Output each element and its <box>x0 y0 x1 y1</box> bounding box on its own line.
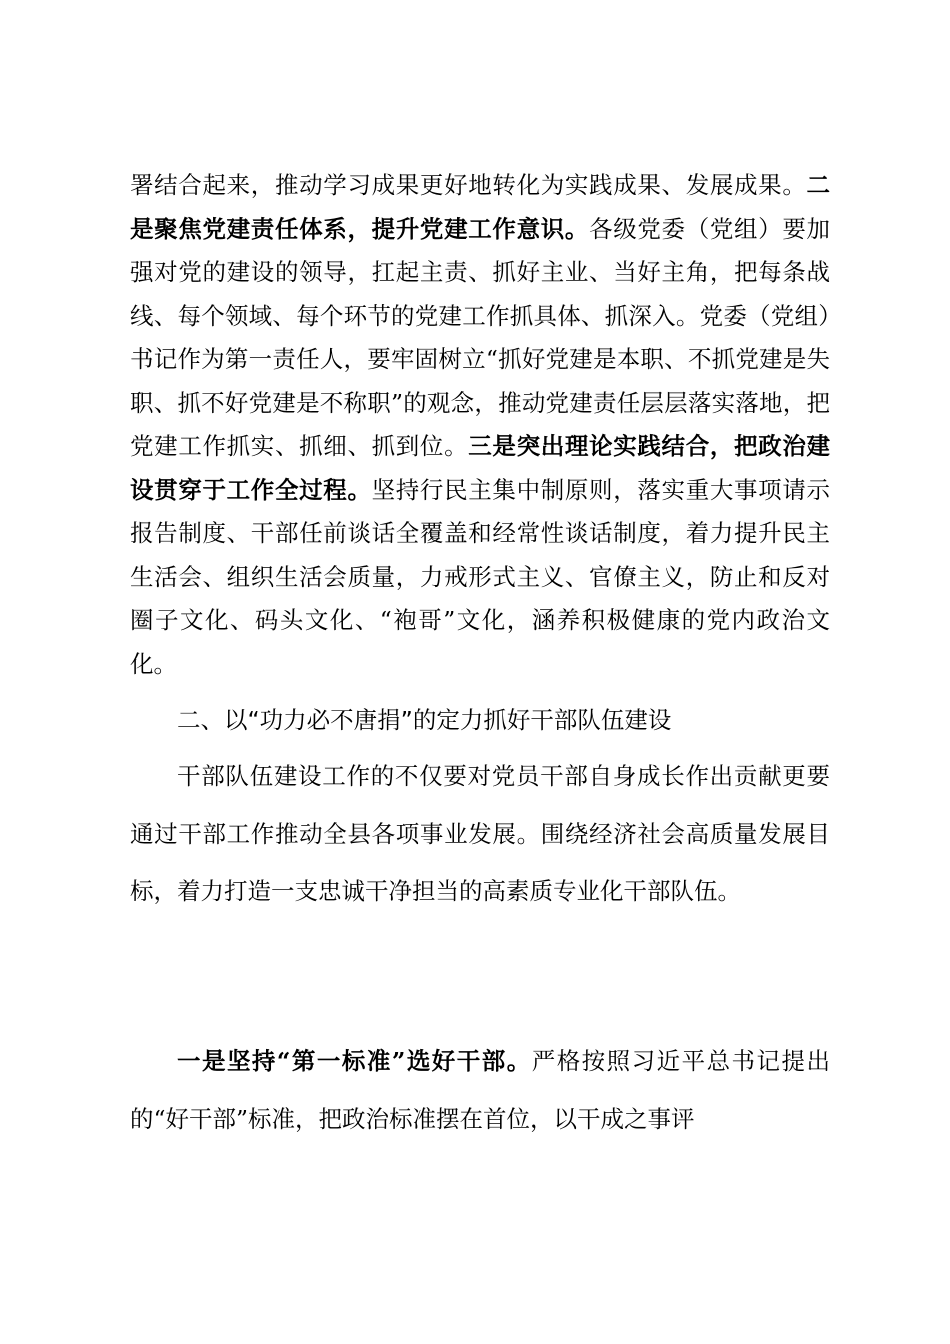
point3-title: 三是突出理论实践结合，把政治建设贯穿于工作全过程。 <box>130 432 830 504</box>
sub-point-paragraph <box>130 1033 830 1148</box>
point2-title: 二是聚焦党建责任体系，提升党建工作意识。 <box>130 171 830 243</box>
continuation-text: 署结合起来，推动学习成果更好地转化为实践成果、发展成果。 <box>130 171 807 199</box>
section-heading: 二、以“功力必不唐捐”的定力抓好干部队伍建设 <box>177 706 672 734</box>
sub1-title: 一是坚持“第一标准”选好干部。 <box>177 1047 532 1075</box>
sub1-body: 严格按照习近平总书记提出的“好干部”标准，把政治标准摆在首位，以干成之事评 <box>130 1047 830 1133</box>
point3-body: 坚持行民主集中制原则，落实重大事项请示报告制度、干部任前谈话全覆盖和经常性谈话制度，着力提升民主生活会、组织生活会质量，力戒形式主义、官僚主义，防止和反对圈子文化、码头文化、“袍哥”文化，涵养积极健康的党内政治文化。 <box>130 475 831 678</box>
sub-point-block <box>130 1033 830 1148</box>
paragraph-continuation <box>130 164 830 686</box>
section-intro-block <box>130 748 830 921</box>
point2-body: 各级党委（党组）要加强对党的建设的领导，扛起主责、抓好主业、当好主角，把每条战线、每个领域、每个环节的党建工作抓具体、抓深入。党委（党组）书记作为第一责任人，要牢固树立“抓好党建是本职、不抓党建是失职、抓不好党建是不称职”的观念，推动党建责任层层落实落地，把党建工作抓实、抓细、抓到位。 <box>130 214 831 460</box>
dense-paragraph-block <box>130 164 830 686</box>
section-intro-paragraph: 干部队伍建设工作的不仅要对党员干部自身成长作出贡献更要通过干部工作推动全县各项事业发展。围绕经济社会高质量发展目标，着力打造一支忠诚干净担当的高素质专业化干部队伍。 <box>130 762 830 905</box>
